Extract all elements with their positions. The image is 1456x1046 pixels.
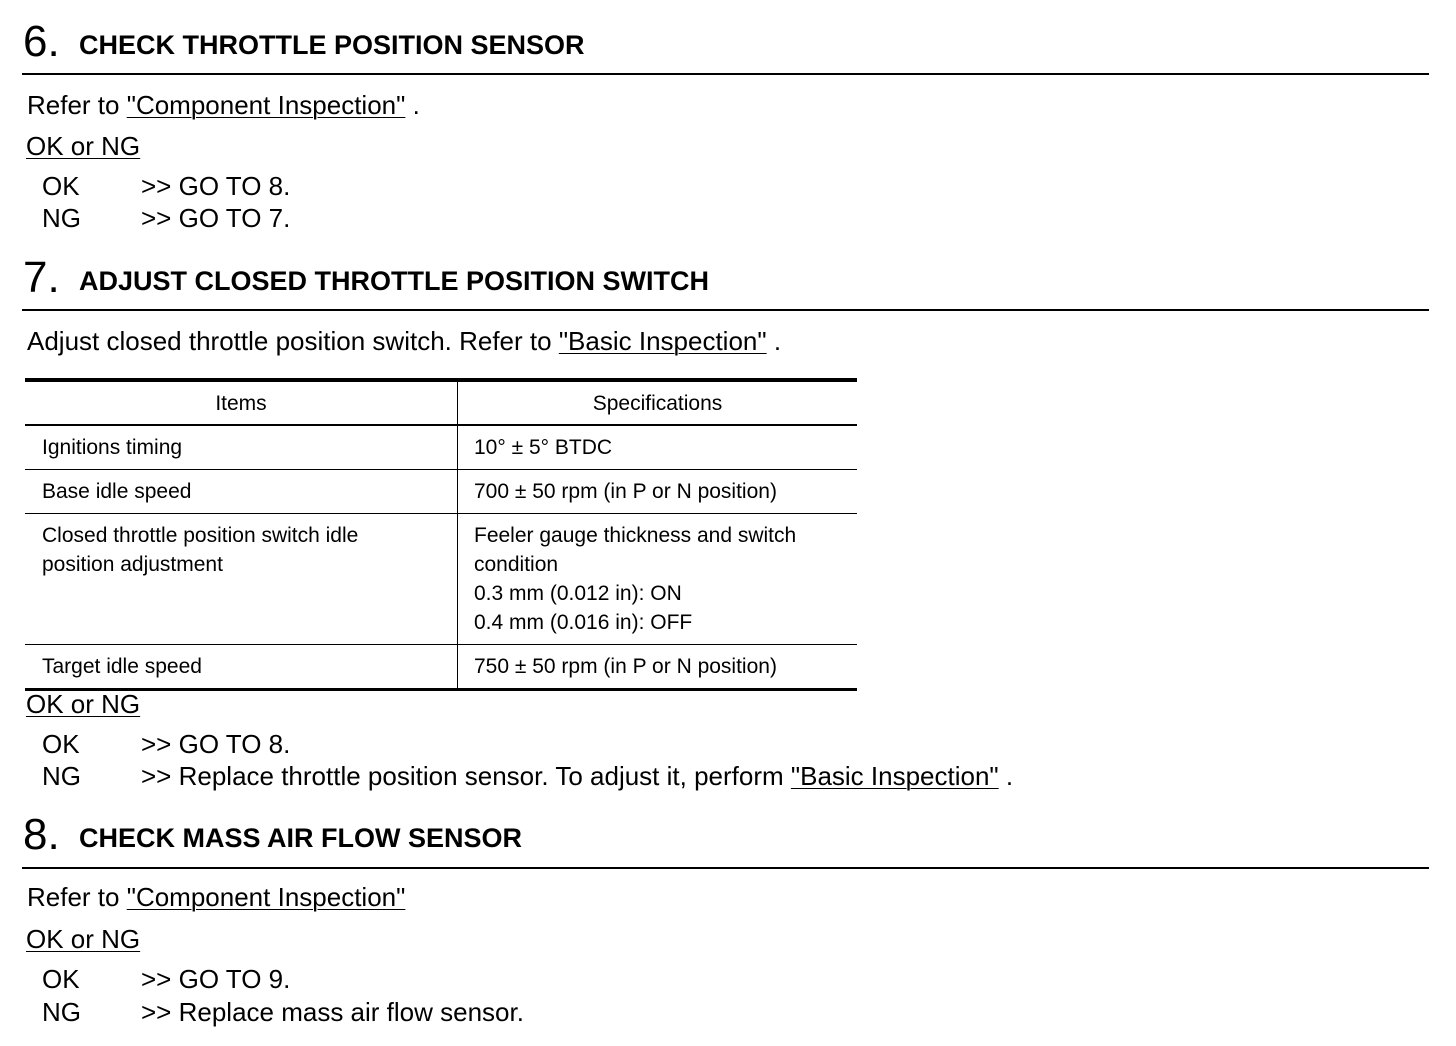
step-6-ng-label: NG [42, 203, 81, 233]
step-6-number: 6. [23, 17, 60, 66]
cell-line: 10° ± 5° BTDC [474, 436, 613, 459]
step-8-ng-result: >> Replace mass air flow sensor. [141, 997, 524, 1027]
cell-line: 0.4 mm (0.016 in): OFF [474, 611, 693, 634]
spec-table [25, 378, 857, 691]
step-8-divider [22, 867, 1429, 869]
step-6-instruction-suffix: . [405, 90, 420, 120]
step-7-ng-result-prefix: >> Replace throttle position sensor. To adjust it, perform [141, 761, 791, 791]
table-row [25, 645, 857, 690]
step-7-ng-label: NG [42, 761, 81, 791]
cell-line: Target idle speed [42, 655, 202, 678]
step-7-title: ADJUST CLOSED THROTTLE POSITION SWITCH [79, 266, 710, 296]
step-8-ok-result: >> GO TO 9. [141, 964, 291, 994]
step-8-ng-label: NG [42, 997, 81, 1027]
table-cell-item [25, 470, 458, 514]
basic-inspection-link[interactable]: "Basic Inspection" [558, 326, 767, 356]
cell-line: position adjustment [42, 553, 223, 576]
basic-inspection-link-2[interactable]: "Basic Inspection" [790, 761, 999, 791]
cell-line: Closed throttle position switch idle [42, 524, 359, 547]
step-8-instruction [27, 884, 405, 910]
step-8-ok-or-ng-heading: OK or NG [26, 924, 141, 954]
component-inspection-link-2[interactable]: "Component Inspection" [126, 882, 406, 912]
table-cell-spec [458, 425, 858, 470]
step-7-instruction [27, 328, 781, 354]
cell-line: 0.3 mm (0.012 in): ON [474, 582, 682, 605]
step-6-instruction-prefix: Refer to [27, 90, 127, 120]
table-cell-item [25, 425, 458, 470]
spec-table-header-specifications: Specifications [458, 380, 858, 425]
step-8-title: CHECK MASS AIR FLOW SENSOR [79, 823, 523, 853]
cell-line: Base idle speed [42, 480, 192, 503]
step-7-number: 7. [23, 253, 60, 302]
step-7-ng-result-suffix: . [998, 761, 1014, 791]
component-inspection-link[interactable]: "Component Inspection" [126, 90, 406, 120]
step-6-ng-result: >> GO TO 7. [141, 203, 291, 233]
step-6-ok-label: OK [42, 171, 80, 201]
step-6-instruction [27, 92, 420, 118]
cell-line: condition [474, 553, 559, 576]
table-cell-spec [458, 645, 858, 690]
step-7-ng-result [141, 763, 1013, 789]
step-7-ok-result: >> GO TO 8. [141, 729, 291, 759]
cell-line: Ignitions timing [42, 436, 183, 459]
table-cell-spec [458, 514, 858, 645]
step-6-divider [22, 73, 1429, 75]
spec-table-header-row [25, 380, 857, 425]
step-8-number: 8. [23, 810, 60, 859]
step-6-title: CHECK THROTTLE POSITION SENSOR [79, 30, 585, 60]
table-row [25, 425, 857, 470]
step-7-ok-label: OK [42, 729, 80, 759]
step-7-instruction-prefix: Adjust closed throttle position switch. Refer to [27, 326, 559, 356]
spec-table-header-items: Items [25, 380, 458, 425]
step-7-ok-or-ng-heading: OK or NG [26, 689, 141, 719]
step-6-ok-or-ng-heading: OK or NG [26, 131, 141, 161]
cell-line: 750 ± 50 rpm (in P or N position) [474, 655, 777, 678]
step-8-ok-label: OK [42, 964, 80, 994]
step-7-instruction-suffix: . [766, 326, 782, 356]
cell-line: 700 ± 50 rpm (in P or N position) [474, 480, 777, 503]
table-cell-item [25, 645, 458, 690]
step-6-ok-result: >> GO TO 8. [141, 171, 291, 201]
table-row [25, 470, 857, 514]
step-8-instruction-prefix: Refer to [27, 882, 127, 912]
table-cell-spec [458, 470, 858, 514]
table-row [25, 514, 857, 645]
cell-line: Feeler gauge thickness and switch [474, 524, 797, 547]
step-7-divider [22, 309, 1429, 311]
table-cell-item [25, 514, 458, 645]
